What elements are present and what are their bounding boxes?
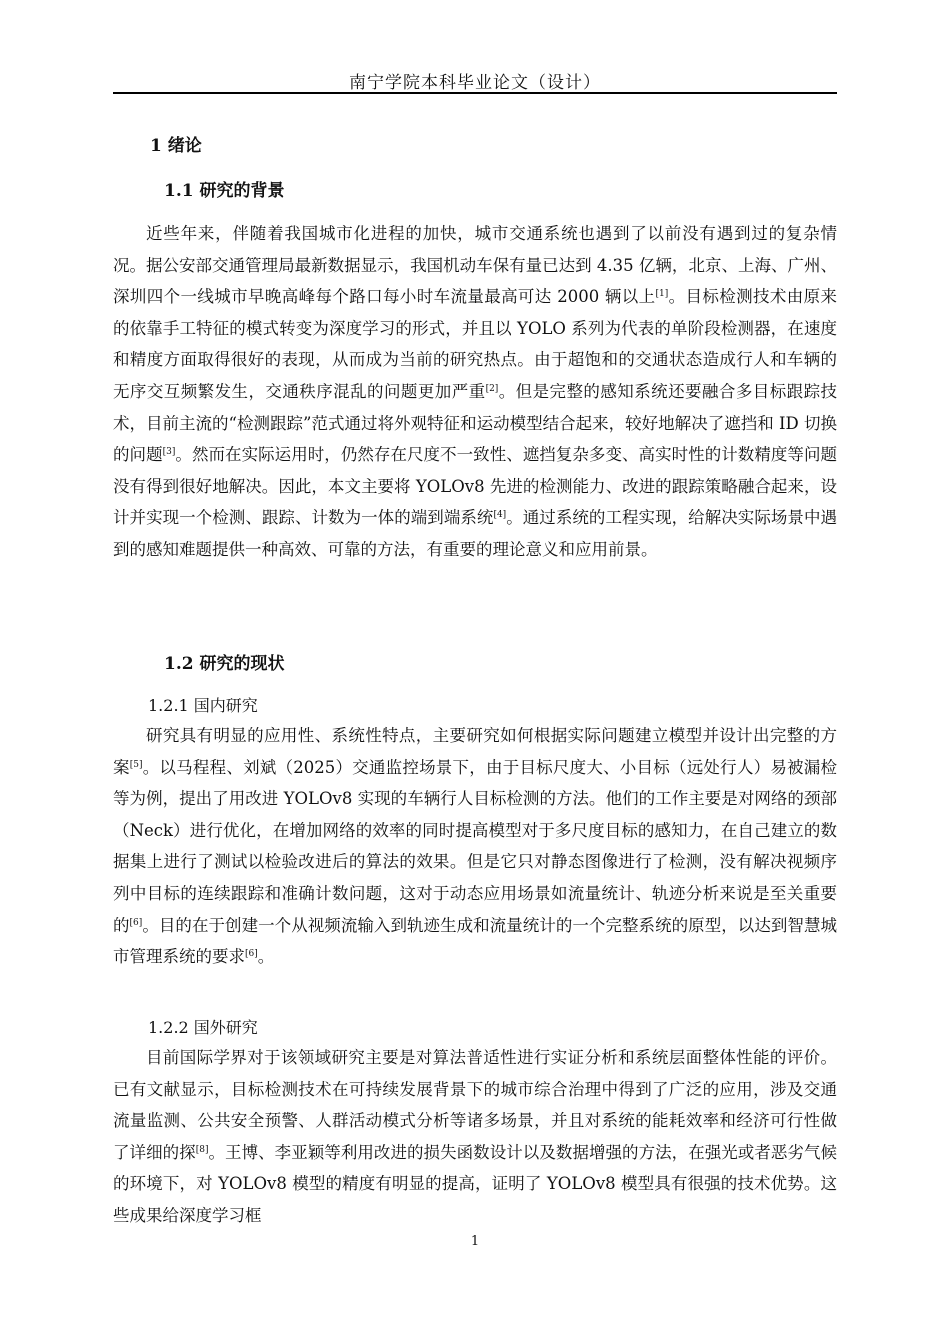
text-run: 。以马程程、刘斌（2025）交通监控场景下，由于目标尺度大、小目标（远处行人）易被漏检等为例，提出了用改进 YOLOv8 实现的车辆行人目标检测的方法。他们的工作主要是对网络的颈部（Neck）进行优化，在增加网络的效率的同时提高模型对于多尺度目标的感知力，在自己建立的数据集上进行了测试以检验改进后的算法的效果。但是它只对静态图像进行了检测，没有解决视频序列中目标的连续跟踪和准确计数问题，这对于动态应用场景如流量统计、轨迹分析来说是至关重要的 xyxy=(113,757,837,935)
citation: [5] xyxy=(129,759,143,770)
section-heading-1-1: 1.1 研究的背景 xyxy=(164,181,285,201)
text-run: 。目标检测技术由原来的依靠手工特征的模式转变为深度学习的形式，并且以 YOLO 系列为代表的单阶段检测器，在速度和精度方面取得很好的表现，从而成为当前的研究热点。由于超饱和的交通状态造成行人和车辆的无序交互频繁发生，交通秩序混乱的问题更加严重 xyxy=(113,287,838,401)
header-rule xyxy=(113,92,837,94)
text-run: 研究具有明显的应用性、系统性特点，主要研究如何根据实际问题建立模型并设计出完整的方案 xyxy=(113,726,837,777)
citation: [8] xyxy=(195,1144,209,1155)
paragraph-domestic-research xyxy=(113,720,837,973)
text-run: 。然而在实际运用时，仍然存在尺度不一致性、遮挡复杂多变、高实时性的计数精度等问题没有得到很好地解决。因此，本文主要将 YOLOv8 先进的检测能力、改进的跟踪策略融合起来，设计并实现一个检测、跟踪、计数为一体的端到端系统 xyxy=(113,445,838,528)
text-run: 。 xyxy=(257,947,275,967)
citation: [6] xyxy=(129,917,143,928)
page-number: 1 xyxy=(470,1234,480,1249)
citation: [6] xyxy=(245,949,258,960)
text-run: 。王博、李亚颖等利用改进的损失函数设计以及数据增强的方法，在强光或者恶劣气候的环境下，对 YOLOv8 模型的精度有明显的提高，证明了 YOLOv8 模型具有很强的技术优势。这些成果给深度学习框 xyxy=(113,1142,838,1225)
citation: [4] xyxy=(493,510,507,521)
citation: [3] xyxy=(162,447,176,458)
section-heading-1-2: 1.2 研究的现状 xyxy=(164,654,285,674)
text-run: 目前国际学界对于该领域研究主要是对算法普适性进行实证分析和系统层面整体性能的评价。已有文献显示，目标检测技术在可持续发展背景下的城市综合治理中得到了广泛的应用，涉及交通流量监测、公共安全预警、人群活动模式分析等诸多场景，并且对系统的能耗效率和经济可行性做了详细的探 xyxy=(113,1048,837,1162)
text-run: 。目的在于创建一个从视频流输入到轨迹生成和流量统计的一个完整系统的原型，以达到智慧城市管理系统的要求 xyxy=(113,915,838,967)
text-run: 。通过系统的工程实现，给解决实际场景中遇到的感知难题提供一种高效、可靠的方法，有重要的理论意义和应用前景。 xyxy=(113,508,838,559)
text-run: 。但是完整的感知系统还要融合多目标跟踪技术，目前主流的“检测跟踪”范式通过将外观特征和运动模型结合起来，较好地解决了遮挡和 ID 切换的问题 xyxy=(113,381,838,465)
header-title: 南宁学院本科毕业论文（设计） xyxy=(349,73,601,93)
paragraph-background xyxy=(113,218,837,566)
citation: [2] xyxy=(485,383,499,394)
paragraph-foreign-research xyxy=(113,1042,837,1232)
text-run: 近些年来，伴随着我国城市化进程的加快，城市交通系统也遇到了以前没有遇到过的复杂情况。据公安部交通管理局最新数据显示，我国机动车保有量已达到 4.35 亿辆，北京、上海、广州、深圳四个一线城市早晚高峰每个路口每小时车流量最高可达 2000 辆以上 xyxy=(113,224,837,307)
subsection-heading-1-2-2: 1.2.2 国外研究 xyxy=(148,1018,258,1037)
subsection-heading-1-2-1: 1.2.1 国内研究 xyxy=(148,696,258,715)
citation: [1] xyxy=(655,289,669,300)
chapter-heading: 1 绪论 xyxy=(150,136,202,156)
